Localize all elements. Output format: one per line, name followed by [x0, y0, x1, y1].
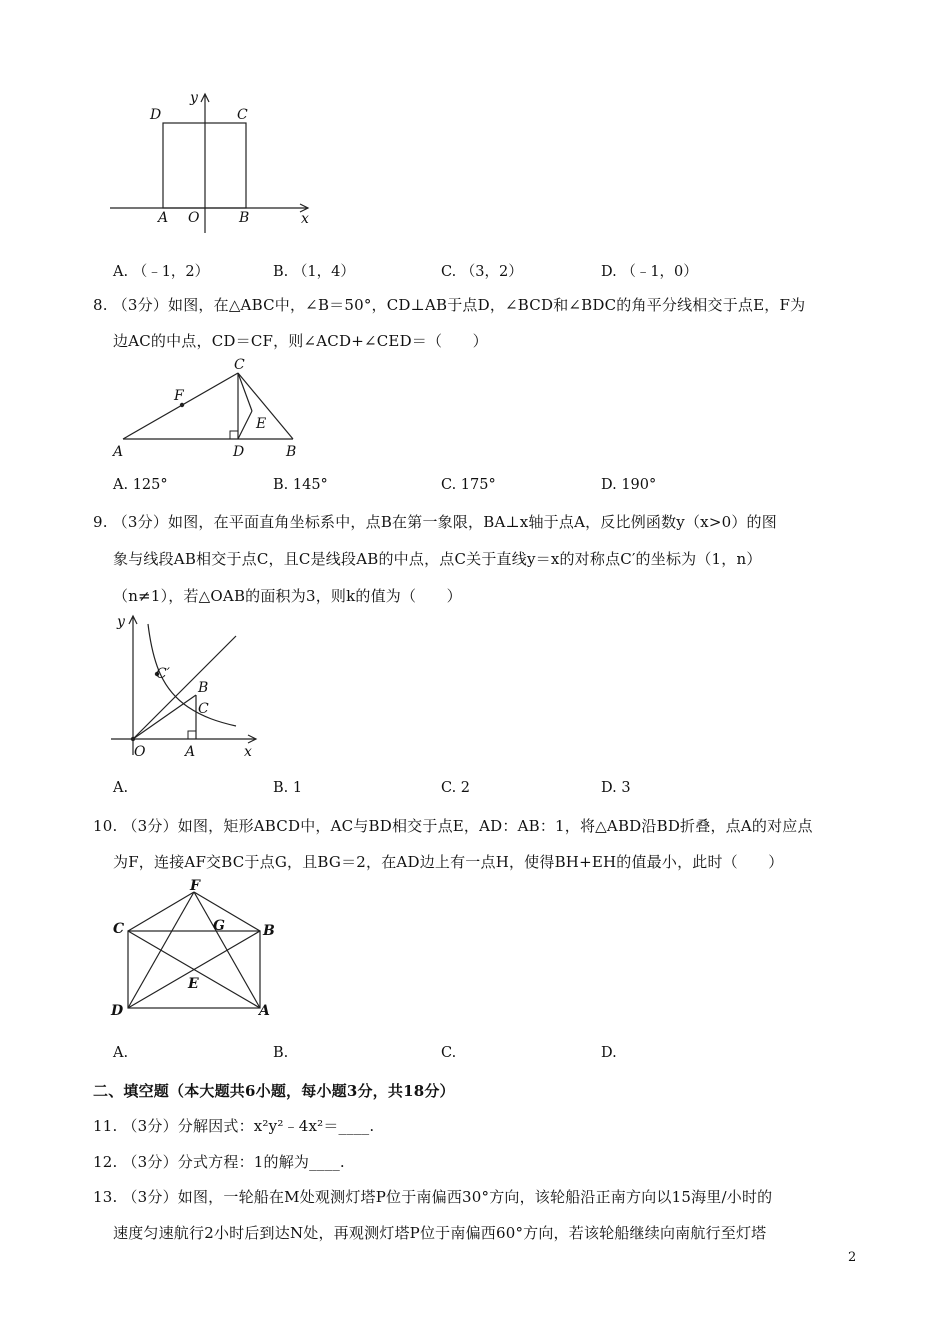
- q8-figure: [108, 356, 308, 462]
- q9-label-C: C: [198, 701, 209, 717]
- q7-label-B: B: [239, 210, 250, 226]
- q10-label-A: A: [259, 1003, 270, 1019]
- q9-label-A: A: [185, 744, 196, 758]
- section2-title: 二、填空题（本大题共6小题，每小题3分，共18分）: [93, 1082, 455, 1100]
- q10-text-line2: 为F，连接AF交BC于点G，且BG＝2，在AD边上有一点H，使得BH+EH的值最小，此时（ ）: [113, 853, 784, 871]
- q9-text-line1: 9. （3分）如图，在平面直角坐标系中，点B在第一象限，BA⊥x轴于点A，反比例函数y（x>0）的图: [93, 513, 777, 531]
- q9-label-Cprime: C′: [156, 666, 170, 682]
- q8-option-c[interactable]: C. 175°: [441, 477, 496, 493]
- q10-label-B: B: [263, 923, 275, 939]
- q8-label-C: C: [234, 357, 245, 373]
- q9-option-c[interactable]: C. 2: [441, 780, 471, 796]
- q10-option-d[interactable]: D.: [601, 1045, 617, 1061]
- q7-option-c[interactable]: C. （3，2）: [441, 264, 523, 280]
- page-number: 2: [848, 1250, 857, 1265]
- q12-text: 12. （3分）分式方程：1的解为____.: [93, 1153, 345, 1171]
- q9-option-d[interactable]: D. 3: [601, 780, 631, 796]
- q10-label-D: D: [111, 1003, 124, 1019]
- q8-label-D: D: [233, 444, 245, 460]
- q8-label-A: A: [113, 444, 124, 460]
- q9-figure: [108, 610, 268, 758]
- q8-text-line1: 8. （3分）如图，在△ABC中，∠B＝50°，CD⊥AB于点D，∠BCD和∠BDC的角平分线相交于点E，F为: [93, 296, 806, 314]
- q13-text-line1: 13. （3分）如图，一轮船在M处观测灯塔P位于南偏西30°方向，该轮船沿正南方向以15海里/小时的: [93, 1188, 773, 1206]
- q7-label-x: x: [301, 211, 309, 227]
- q10-label-G: G: [213, 918, 225, 934]
- q7-label-y: y: [190, 90, 198, 106]
- q8-label-F: F: [174, 388, 184, 404]
- q10-diagram: [108, 876, 283, 1024]
- q10-text-line1: 10. （3分）如图，矩形ABCD中，AC与BD相交于点E，AD：AB：1，将△ABD沿BD折叠，点A的对应点: [93, 817, 813, 835]
- q7-option-a[interactable]: A. （﹣1，2）: [113, 264, 210, 280]
- q8-text-line2: 边AC的中点，CD＝CF，则∠ACD+∠CED＝（ ）: [113, 332, 488, 350]
- q7-figure: [108, 88, 318, 238]
- q11-text: 11. （3分）分解因式：x²y²﹣4x²＝____.: [93, 1117, 375, 1135]
- q9-text-line3: （n≠1），若△OAB的面积为3，则k的值为（ ）: [113, 587, 462, 605]
- q10-figure: [108, 876, 283, 1024]
- q13-text-line2: 速度匀速航行2小时后到达N处，再观测灯塔P位于南偏西60°方向，若该轮船继续向南航行至灯塔: [113, 1224, 767, 1242]
- q9-label-y: y: [117, 614, 125, 630]
- q8-diagram: [108, 356, 308, 462]
- q7-label-D: D: [150, 107, 162, 123]
- q9-option-b[interactable]: B. 1: [273, 780, 303, 796]
- q7-option-d[interactable]: D. （﹣1，0）: [601, 264, 698, 280]
- q7-label-C: C: [237, 107, 248, 123]
- q8-label-B: B: [286, 444, 297, 460]
- q8-option-b[interactable]: B. 145°: [273, 477, 328, 493]
- q9-label-B: B: [198, 680, 209, 696]
- q7-options: [0, 260, 950, 280]
- q10-label-F: F: [190, 878, 200, 894]
- q9-diagram: [108, 610, 268, 758]
- q8-options: [0, 477, 950, 497]
- q9-label-O: O: [134, 744, 146, 758]
- q10-label-E: E: [188, 976, 199, 992]
- q10-option-a[interactable]: A.: [113, 1045, 129, 1061]
- q8-label-E: E: [256, 416, 267, 432]
- q9-option-a[interactable]: A.: [113, 780, 129, 796]
- q7-option-b[interactable]: B. （1，4）: [273, 264, 355, 280]
- q10-options: [0, 1045, 950, 1065]
- q9-text-line2: 象与线段AB相交于点C，且C是线段AB的中点，点C关于直线y＝x的对称点C′的坐标为（1，n）: [113, 550, 762, 568]
- q9-label-x: x: [244, 744, 252, 758]
- q8-option-a[interactable]: A. 125°: [113, 477, 168, 493]
- q8-option-d[interactable]: D. 190°: [601, 477, 657, 493]
- q10-option-c[interactable]: C.: [441, 1045, 457, 1061]
- q9-options: [0, 780, 950, 800]
- q7-diagram: [108, 88, 318, 238]
- q10-option-b[interactable]: B.: [273, 1045, 289, 1061]
- q10-label-C: C: [113, 921, 125, 937]
- q7-label-O: O: [188, 210, 200, 226]
- q7-label-A: A: [158, 210, 169, 226]
